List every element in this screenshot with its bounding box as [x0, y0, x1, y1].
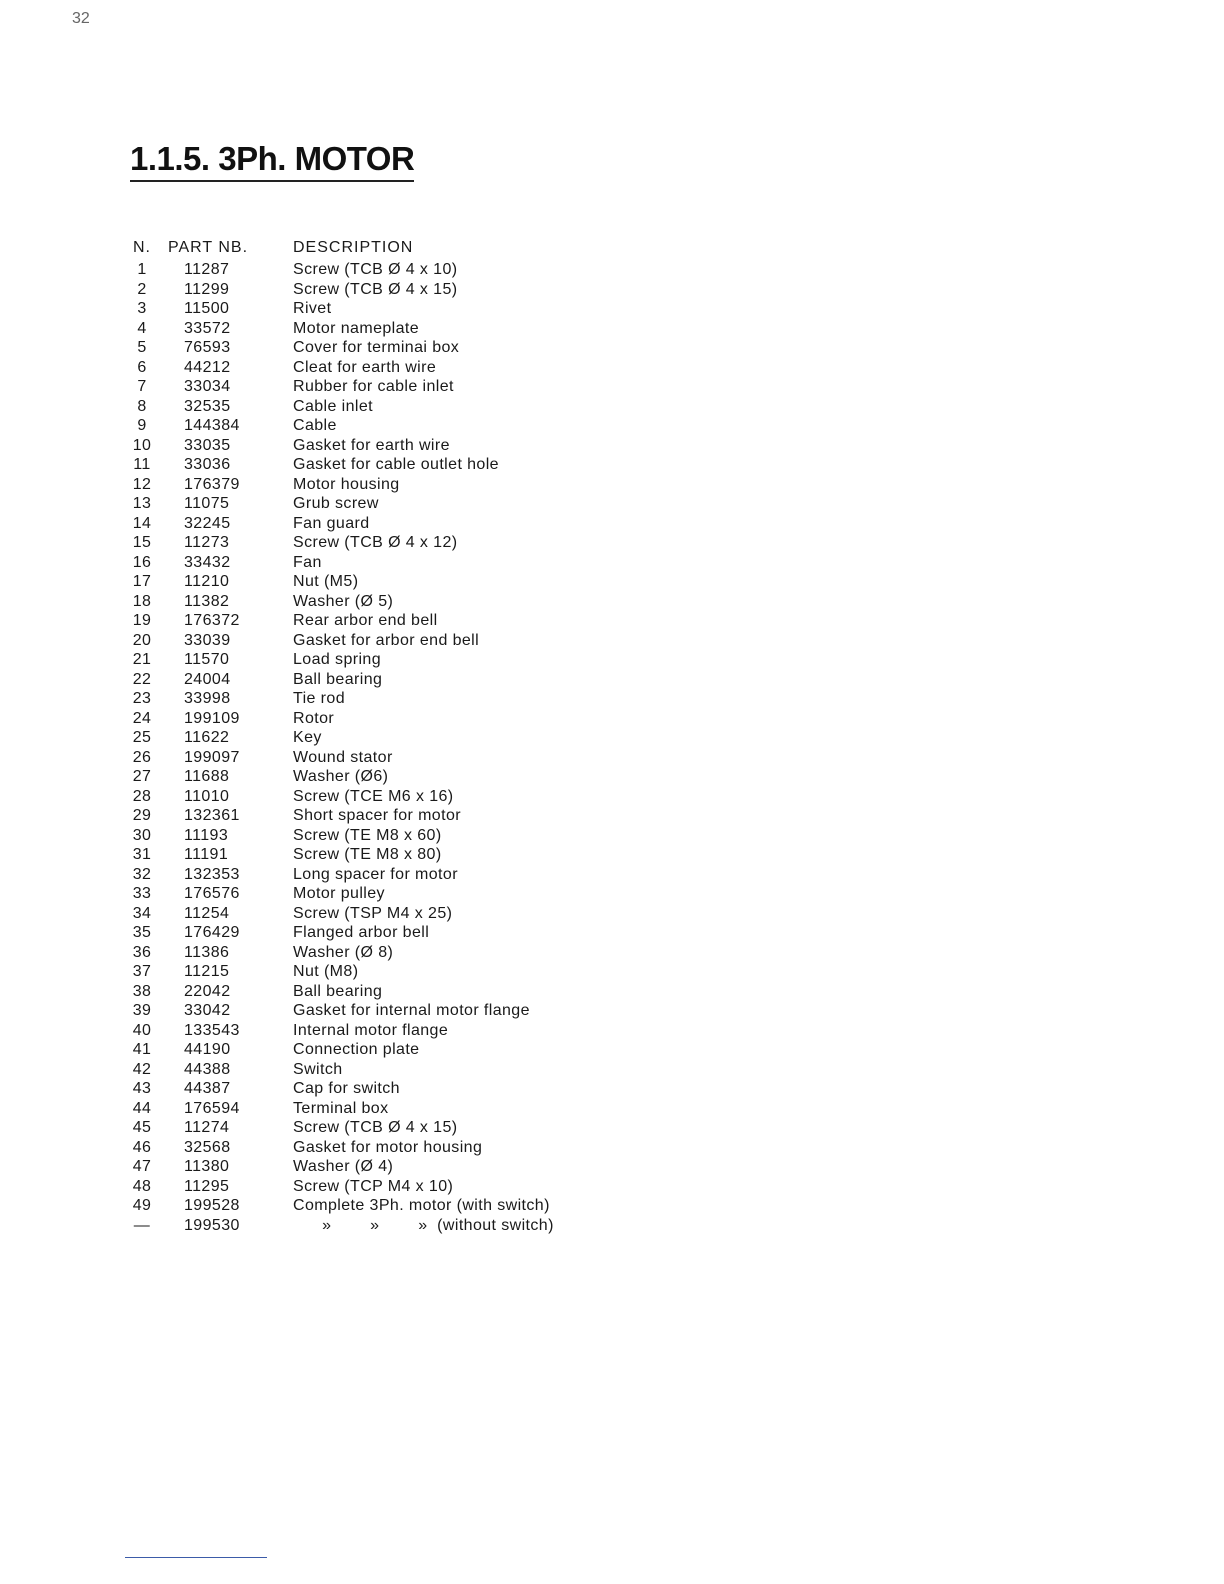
section-title: 1.1.5. 3Ph. MOTOR: [130, 140, 414, 182]
part-number: 44387: [184, 1080, 231, 1097]
part-number: 199109: [184, 709, 240, 727]
item-number: 1: [137, 261, 147, 278]
item-number: 2: [137, 280, 147, 298]
item-number: 41: [132, 1041, 152, 1058]
table-row: [118, 1157, 613, 1177]
part-number: 199097: [184, 748, 240, 766]
part-description: Motor housing: [293, 475, 400, 493]
table-row: [118, 397, 613, 417]
table-row: [118, 865, 613, 885]
table-row: [118, 1060, 613, 1080]
table-row: [118, 377, 613, 397]
item-number: 12: [132, 475, 152, 493]
part-number: 11254: [184, 904, 230, 922]
part-description: Screw (TE M8 x 60): [293, 826, 442, 844]
table-row: [118, 1216, 613, 1236]
table-row: [118, 787, 613, 807]
part-number: 11075: [184, 495, 230, 512]
page-number: 32: [72, 10, 90, 27]
table-row: [118, 1118, 613, 1138]
table-row: [118, 923, 613, 943]
part-number: 132361: [184, 807, 240, 824]
part-number: 11191: [184, 846, 229, 863]
table-row: [118, 1177, 613, 1197]
part-number: 11215: [184, 963, 230, 980]
item-number: 31: [132, 846, 152, 863]
part-number: 33432: [184, 553, 231, 571]
column-header-description: DESCRIPTION: [293, 239, 414, 256]
table-row: [118, 728, 613, 748]
part-description: Cable inlet: [293, 397, 374, 415]
part-number: 176594: [184, 1099, 240, 1117]
part-number: 199528: [184, 1197, 240, 1214]
part-number: 11295: [184, 1177, 230, 1195]
item-number: 29: [132, 807, 152, 824]
part-number: 32568: [184, 1138, 231, 1156]
column-header-part-number: PART NB.: [168, 239, 249, 256]
table-row: [118, 1021, 613, 1041]
part-number: 32245: [184, 514, 231, 532]
item-number: 34: [132, 904, 152, 922]
item-number: 32: [132, 865, 152, 883]
table-row: [118, 962, 613, 982]
item-number: 22: [132, 670, 152, 688]
table-row: [118, 572, 613, 592]
part-description: Screw (TSP M4 x 25): [293, 904, 453, 922]
part-number: 76593: [184, 339, 231, 356]
table-row: [118, 709, 613, 729]
part-number: 11273: [184, 534, 230, 551]
part-number: 11010: [184, 787, 230, 805]
part-number: 11287: [184, 261, 230, 278]
table-row: [118, 494, 613, 514]
item-number: 17: [132, 573, 152, 590]
part-description: Motor pulley: [293, 885, 385, 902]
part-number: 176372: [184, 612, 240, 629]
item-number: 48: [132, 1177, 152, 1195]
part-number: 132353: [184, 865, 240, 883]
item-number: 4: [137, 319, 147, 337]
part-number: 44190: [184, 1041, 231, 1058]
table-row: [118, 943, 613, 963]
part-description: Cover for terminai box: [293, 339, 460, 356]
part-number: 144384: [184, 417, 240, 434]
part-description: » » » (without switch): [293, 1216, 554, 1234]
part-description: Gasket for earth wire: [293, 436, 450, 454]
table-row: [118, 1040, 613, 1060]
item-number: 37: [132, 963, 152, 980]
part-description: Grub screw: [293, 495, 379, 512]
item-number: 21: [132, 651, 152, 668]
part-number: 11210: [184, 573, 230, 590]
item-number: 10: [132, 436, 152, 454]
part-number: 11193: [184, 826, 229, 844]
item-number: 14: [132, 514, 152, 532]
item-number: 44: [132, 1099, 152, 1117]
table-row: [118, 436, 613, 456]
part-number: 24004: [184, 670, 231, 688]
part-description: Nut (M8): [293, 963, 359, 980]
part-description: Connection plate: [293, 1041, 420, 1058]
part-description: Wound stator: [293, 748, 393, 766]
part-description: Switch: [293, 1060, 343, 1078]
part-description: Gasket for cable outlet hole: [293, 456, 499, 473]
table-row: [118, 514, 613, 534]
part-description: Key: [293, 729, 322, 746]
part-number: 33572: [184, 319, 231, 337]
part-number: 11380: [184, 1158, 230, 1175]
table-row: [118, 748, 613, 768]
table-row: [118, 1196, 613, 1216]
table-row: [118, 670, 613, 690]
part-description: Nut (M5): [293, 573, 359, 590]
part-description: Screw (TCB Ø 4 x 15): [293, 280, 458, 298]
part-description: Ball bearing: [293, 982, 383, 1000]
part-number: 176429: [184, 924, 240, 941]
table-row: [118, 806, 613, 826]
item-number: 38: [132, 982, 152, 1000]
part-number: 33042: [184, 1002, 231, 1019]
part-description: Ball bearing: [293, 670, 383, 688]
part-description: Tie rod: [293, 690, 346, 707]
table-row: [118, 260, 613, 280]
part-number: 33035: [184, 436, 231, 454]
item-number: 19: [132, 612, 152, 629]
part-description: Washer (Ø 5): [293, 592, 394, 610]
table-row: [118, 611, 613, 631]
item-number: 15: [132, 534, 152, 551]
table-row: [118, 1138, 613, 1158]
table-row: [118, 416, 613, 436]
table-row: [118, 904, 613, 924]
table-row: [118, 1099, 613, 1119]
parts-list-table: [118, 236, 613, 1235]
part-number: 32535: [184, 397, 231, 415]
table-row: [118, 884, 613, 904]
item-number: 25: [132, 729, 152, 746]
part-number: 11688: [184, 768, 230, 785]
table-row: [118, 592, 613, 612]
item-number: 30: [132, 826, 152, 844]
part-number: 44212: [184, 358, 231, 376]
part-description: Complete 3Ph. motor (with switch): [293, 1197, 550, 1214]
table-row: [118, 475, 613, 495]
part-description: Fan: [293, 553, 322, 571]
table-row: [118, 650, 613, 670]
part-description: Screw (TCB Ø 4 x 10): [293, 261, 458, 278]
item-number: 26: [132, 748, 152, 766]
part-number: 11622: [184, 729, 230, 746]
item-number: —: [133, 1216, 151, 1234]
part-number: 22042: [184, 982, 231, 1000]
part-number: 11386: [184, 943, 230, 961]
part-description: Fan guard: [293, 514, 370, 532]
part-description: Load spring: [293, 651, 382, 668]
table-row: [118, 553, 613, 573]
item-number: 18: [132, 592, 152, 610]
item-number: 45: [132, 1119, 152, 1136]
part-description: Screw (TCB Ø 4 x 12): [293, 534, 458, 551]
part-description: Rivet: [293, 300, 332, 317]
item-number: 46: [132, 1138, 152, 1156]
item-number: 43: [132, 1080, 152, 1097]
part-number: 33998: [184, 690, 231, 707]
item-number: 8: [137, 397, 147, 415]
part-description: Washer (Ø 8): [293, 943, 394, 961]
part-description: Cleat for earth wire: [293, 358, 437, 376]
part-number: 33039: [184, 631, 231, 649]
part-description: Washer (Ø6): [293, 768, 389, 785]
item-number: 27: [132, 768, 152, 785]
table-row: [118, 1001, 613, 1021]
part-number: 176576: [184, 885, 240, 902]
item-number: 28: [132, 787, 152, 805]
item-number: 6: [137, 358, 147, 376]
column-header-number: N.: [133, 239, 151, 256]
item-number: 23: [132, 690, 152, 707]
table-row: [118, 338, 613, 358]
table-row: [118, 767, 613, 787]
part-description: Washer (Ø 4): [293, 1158, 394, 1175]
item-number: 16: [132, 553, 152, 571]
part-description: Gasket for motor housing: [293, 1138, 483, 1156]
table-row: [118, 845, 613, 865]
part-number: 133543: [184, 1021, 240, 1039]
part-number: 11299: [184, 280, 230, 298]
item-number: 47: [132, 1158, 152, 1175]
table-row: [118, 280, 613, 300]
part-number: 44388: [184, 1060, 231, 1078]
part-number: 11500: [184, 300, 230, 317]
table-row: [118, 982, 613, 1002]
item-number: 33: [132, 885, 152, 902]
parts-table-body: [118, 260, 613, 1235]
part-description: Internal motor flange: [293, 1021, 449, 1039]
part-number: 11274: [184, 1119, 230, 1136]
item-number: 13: [132, 495, 152, 512]
table-row: [118, 533, 613, 553]
part-number: 11382: [184, 592, 230, 610]
item-number: 24: [132, 709, 152, 727]
part-description: Gasket for arbor end bell: [293, 631, 480, 649]
item-number: 36: [132, 943, 152, 961]
part-description: Flanged arbor bell: [293, 924, 430, 941]
table-row: [118, 299, 613, 319]
table-row: [118, 1079, 613, 1099]
part-number: 33034: [184, 378, 231, 395]
item-number: 11: [133, 456, 151, 473]
table-row: [118, 631, 613, 651]
part-description: Short spacer for motor: [293, 807, 461, 824]
part-description: Gasket for internal motor flange: [293, 1002, 530, 1019]
part-description: Screw (TE M8 x 80): [293, 846, 442, 863]
part-description: Cable: [293, 417, 337, 434]
part-number: 199530: [184, 1216, 240, 1234]
part-description: Screw (TCP M4 x 10): [293, 1177, 454, 1195]
item-number: 35: [132, 924, 152, 941]
part-description: Long spacer for motor: [293, 865, 458, 883]
table-row: [118, 358, 613, 378]
item-number: 20: [132, 631, 152, 649]
table-row: [118, 319, 613, 339]
part-description: Screw (TCE M6 x 16): [293, 787, 454, 805]
part-description: Rotor: [293, 709, 335, 727]
table-row: [118, 826, 613, 846]
part-number: 176379: [184, 475, 240, 493]
item-number: 5: [137, 339, 147, 356]
item-number: 9: [137, 417, 147, 434]
item-number: 40: [132, 1021, 152, 1039]
item-number: 3: [137, 300, 147, 317]
table-header-row: [118, 236, 613, 260]
item-number: 7: [137, 378, 147, 395]
table-row: [118, 455, 613, 475]
part-number: 33036: [184, 456, 231, 473]
part-description: Motor nameplate: [293, 319, 420, 337]
part-number: 11570: [184, 651, 230, 668]
item-number: 49: [132, 1197, 152, 1214]
part-description: Screw (TCB Ø 4 x 15): [293, 1119, 458, 1136]
item-number: 39: [132, 1002, 152, 1019]
part-description: Cap for switch: [293, 1080, 400, 1097]
part-description: Rubber for cable inlet: [293, 378, 454, 395]
part-description: Terminal box: [293, 1099, 389, 1117]
part-description: Rear arbor end bell: [293, 612, 438, 629]
footer-rule: [125, 1557, 267, 1558]
item-number: 42: [132, 1060, 152, 1078]
table-row: [118, 689, 613, 709]
